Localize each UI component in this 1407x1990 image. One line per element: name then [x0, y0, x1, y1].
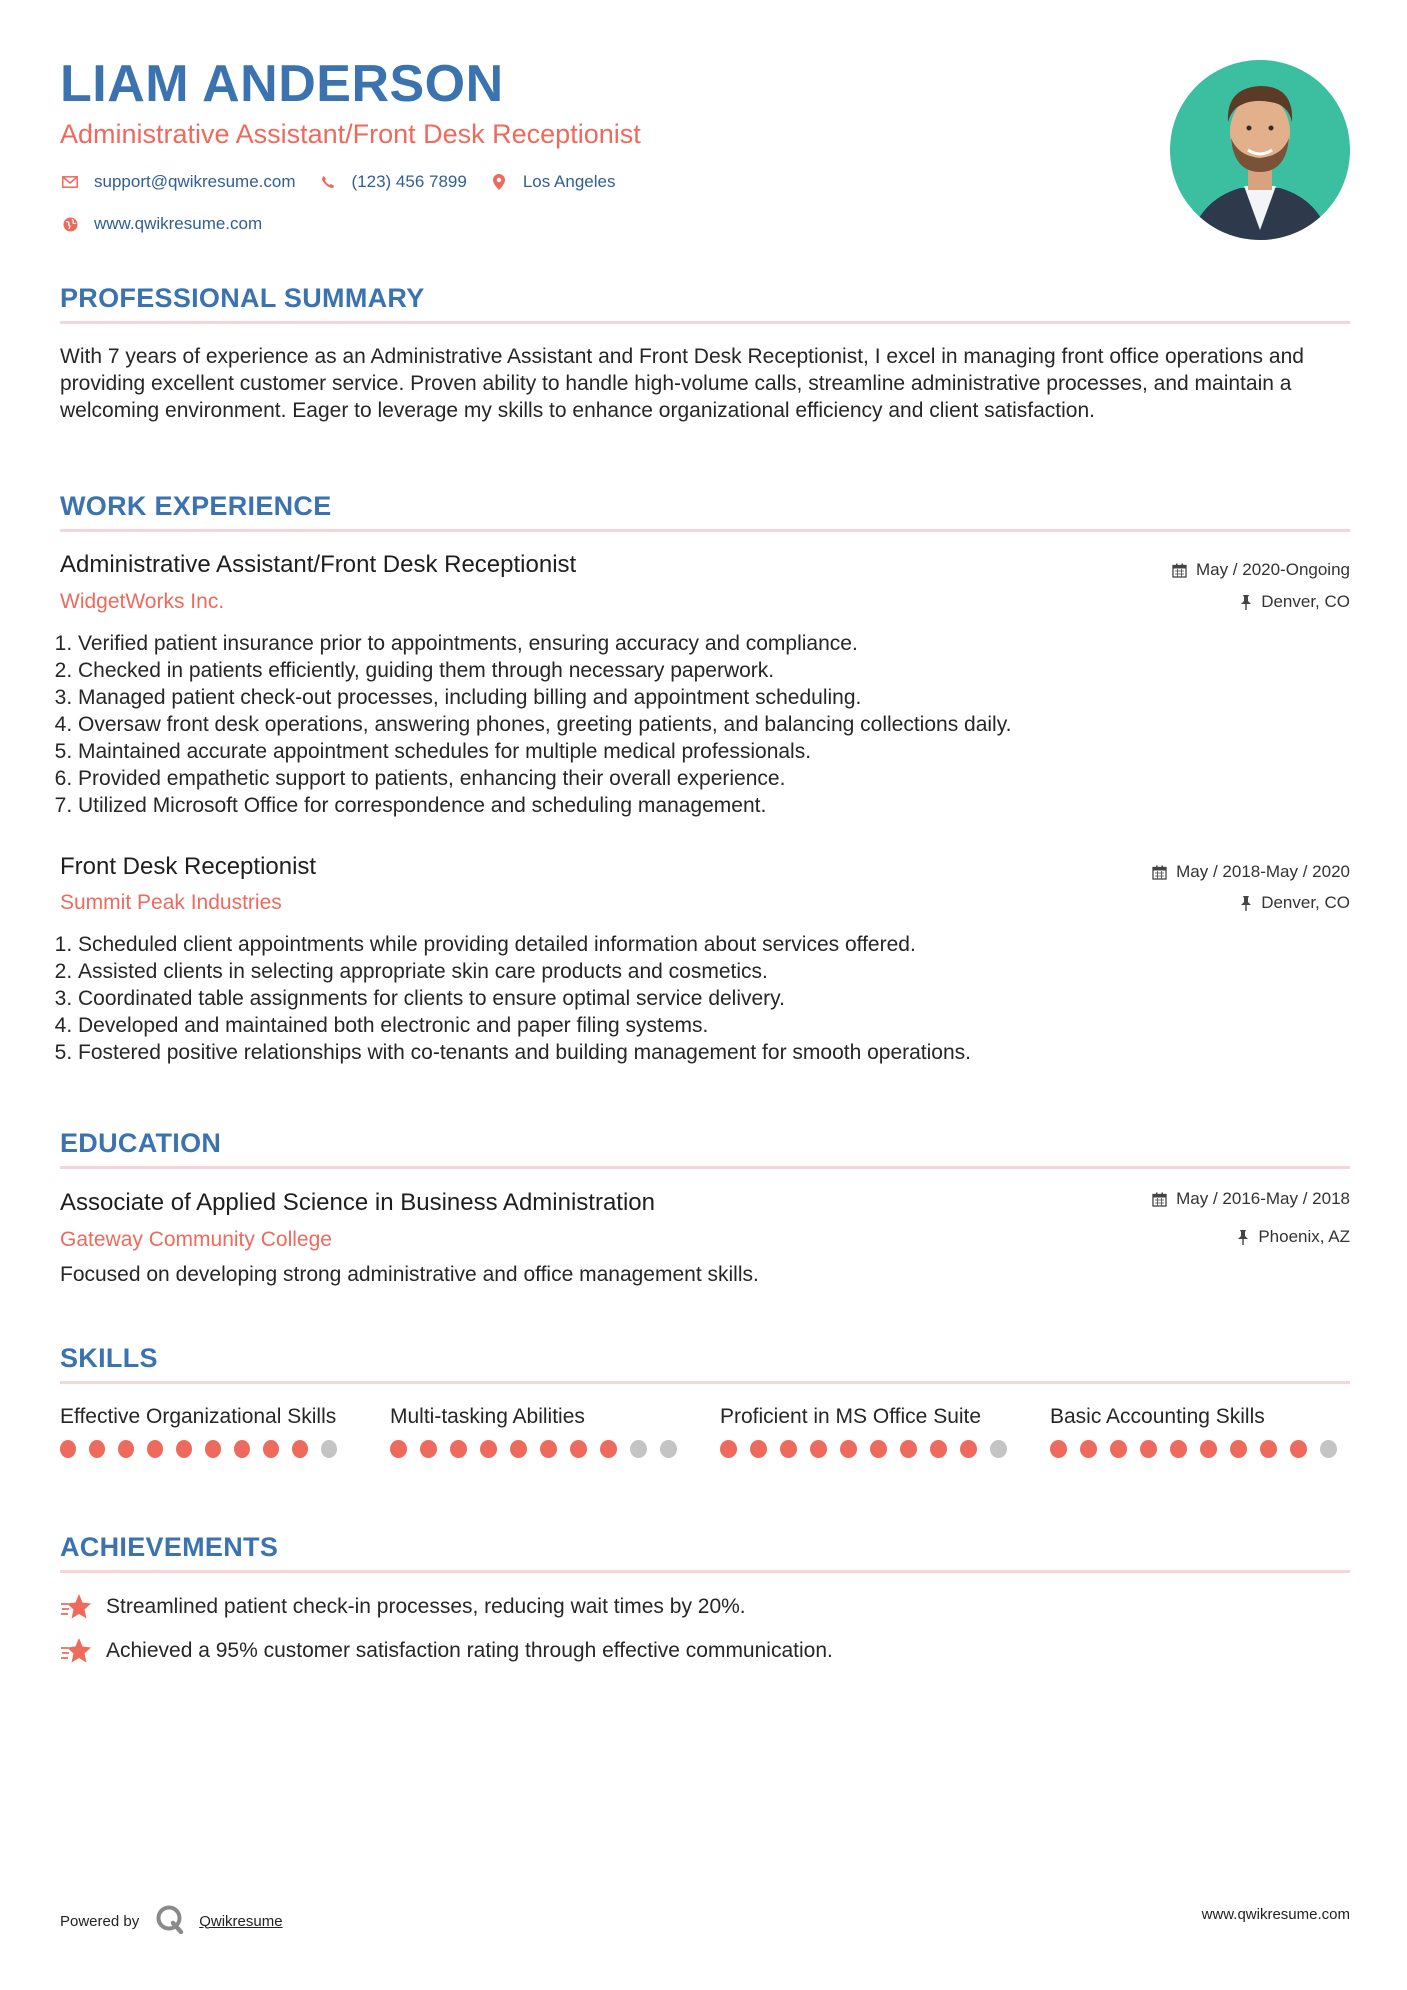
phone-icon: [318, 172, 338, 192]
rating-dot-filled: [960, 1440, 977, 1458]
pushpin-icon: [1240, 594, 1252, 610]
skill-name: Multi-tasking Abilities: [390, 1405, 585, 1428]
rating-dot-filled: [205, 1440, 221, 1458]
rating-dot-empty: [660, 1440, 677, 1458]
achievement-text: Achieved a 95% customer satisfaction rating through effective communication.: [106, 1639, 833, 1662]
duty-item: 3. Coordinated table assignments for clients to ensure optimal service delivery.: [78, 985, 1328, 1012]
rating-dot-filled: [540, 1440, 557, 1458]
rating-dot-filled: [570, 1440, 587, 1458]
pushpin-icon: [1240, 895, 1252, 911]
rating-dot-filled: [420, 1440, 437, 1458]
education-location: [1237, 1227, 1350, 1247]
duty-item: 4. Developed and maintained both electronic and paper filing systems.: [78, 1012, 1328, 1039]
star-icon: [60, 1636, 92, 1666]
brand-link[interactable]: Qwikresume: [199, 1912, 283, 1930]
candidate-name: LIAM ANDERSON: [60, 55, 504, 113]
section-title-achievements: ACHIEVEMENTS: [60, 1532, 279, 1562]
job-dates-text: May / 2020-Ongoing: [1195, 560, 1350, 579]
rating-dot-filled: [600, 1440, 617, 1458]
rating-dot-filled: [1050, 1440, 1067, 1458]
rating-dot-filled: [1080, 1440, 1097, 1458]
rating-dot-filled: [900, 1440, 917, 1458]
rating-dot-filled: [480, 1440, 497, 1458]
resume-page: [60, 0, 1350, 1990]
contact-row-website: [60, 214, 284, 234]
rating-dot-filled: [930, 1440, 947, 1458]
skill-name: Effective Organizational Skills: [60, 1405, 337, 1428]
rating-dot-filled: [780, 1440, 797, 1458]
rating-dot-filled: [234, 1440, 250, 1458]
profile-photo: [1170, 60, 1350, 240]
rating-dot-filled: [1140, 1440, 1157, 1458]
duty-item: 4. Oversaw front desk operations, answering phones, greeting patients, and balancing collections daily.: [78, 711, 1328, 738]
education-location-text: Phoenix, AZ: [1258, 1227, 1350, 1246]
rating-dot-empty: [990, 1440, 1007, 1458]
contact-phone[interactable]: [318, 172, 467, 192]
skill-name: Basic Accounting Skills: [1050, 1405, 1265, 1428]
company-name: Summit Peak Industries: [60, 891, 282, 914]
rating-dot-filled: [89, 1440, 105, 1458]
contact-row: [60, 172, 637, 192]
education-dates: [1152, 1189, 1350, 1209]
section-title-education: EDUCATION: [60, 1128, 222, 1158]
rating-dot-filled: [810, 1440, 827, 1458]
degree-title: Associate of Applied Science in Business Administration: [60, 1189, 655, 1216]
section-title-skills: SKILLS: [60, 1343, 158, 1373]
rating-dot-filled: [840, 1440, 857, 1458]
duty-item: 1. Scheduled client appointments while providing detailed information about services offered.: [78, 931, 1328, 958]
rating-dot-filled: [1200, 1440, 1217, 1458]
section-divider: [60, 529, 1350, 532]
qwikresume-logo-icon: [155, 1904, 185, 1938]
rating-dot-filled: [450, 1440, 467, 1458]
rating-dot-filled: [118, 1440, 134, 1458]
skill-item: [720, 1403, 1020, 1458]
school-name: Gateway Community College: [60, 1228, 332, 1251]
contact-email[interactable]: [60, 172, 296, 192]
pushpin-icon: [1237, 1229, 1249, 1245]
job-title: Front Desk Receptionist: [60, 853, 317, 880]
footer-powered-by: [60, 1904, 283, 1938]
duties-list: [60, 931, 1328, 1066]
duty-item: 6. Provided empathetic support to patients, enhancing their overall experience.: [78, 765, 1328, 792]
contact-location: [489, 172, 616, 192]
job-dates: [1172, 560, 1350, 580]
rating-dot-filled: [176, 1440, 192, 1458]
job-location-text: Denver, CO: [1261, 592, 1350, 611]
job-title: Administrative Assistant/Front Desk Receptionist: [60, 551, 577, 578]
rating-dot-filled: [60, 1440, 76, 1458]
skill-item: [1050, 1403, 1350, 1458]
job-location: [1240, 592, 1350, 612]
rating-dot-filled: [1290, 1440, 1307, 1458]
email-text: support@qwikresume.com: [94, 172, 296, 191]
rating-dot-empty: [321, 1440, 337, 1458]
rating-dot-filled: [870, 1440, 887, 1458]
rating-dot-filled: [1230, 1440, 1247, 1458]
duties-list: [60, 630, 1328, 819]
location-text: Los Angeles: [522, 172, 616, 191]
envelope-icon: [60, 172, 80, 192]
section-divider: [60, 321, 1350, 324]
rating-dot-filled: [263, 1440, 279, 1458]
skill-rating: [390, 1440, 690, 1458]
candidate-title: Administrative Assistant/Front Desk Receptionist: [60, 119, 641, 149]
summary-text: With 7 years of experience as an Administrative Assistant and Front Desk Receptionist, I excel in managing front office operations and providing excellent customer service. Proven ability to handle high-volume calls, streamline administrative processes, and maintain a welcoming environment. Eager to leverage my skills to enhance organizational efficiency and client satisfaction.: [60, 345, 1304, 422]
rating-dot-filled: [1170, 1440, 1187, 1458]
rating-dot-filled: [510, 1440, 527, 1458]
skill-item: [390, 1403, 690, 1458]
section-divider: [60, 1166, 1350, 1169]
job-location-text: Denver, CO: [1261, 893, 1350, 912]
website-text: www.qwikresume.com: [94, 214, 263, 233]
contact-website[interactable]: [60, 214, 262, 234]
duty-item: 3. Managed patient check-out processes, including billing and appointment scheduling.: [78, 684, 1328, 711]
rating-dot-filled: [1260, 1440, 1277, 1458]
duty-item: 5. Fostered positive relationships with co-tenants and building management for smooth operations.: [78, 1039, 1328, 1066]
phone-text: (123) 456 7899: [351, 172, 467, 191]
duty-item: 5. Maintained accurate appointment schedules for multiple medical professionals.: [78, 738, 1328, 765]
skill-item: [60, 1403, 350, 1458]
skill-name: Proficient in MS Office Suite: [720, 1405, 982, 1428]
rating-dot-filled: [292, 1440, 308, 1458]
rating-dot-empty: [1320, 1440, 1337, 1458]
education-dates-text: May / 2016-May / 2018: [1176, 1189, 1350, 1208]
map-pin-icon: [489, 172, 509, 192]
achievement-text: Streamlined patient check-in processes, reducing wait times by 20%.: [106, 1595, 746, 1618]
rating-dot-filled: [147, 1440, 163, 1458]
rating-dot-filled: [390, 1440, 407, 1458]
company-name: WidgetWorks Inc.: [60, 590, 225, 613]
rating-dot-empty: [630, 1440, 647, 1458]
duty-item: 2. Assisted clients in selecting appropriate skin care products and cosmetics.: [78, 958, 1328, 985]
section-title-summary: PROFESSIONAL SUMMARY: [60, 283, 425, 313]
skill-rating: [1050, 1440, 1350, 1458]
rating-dot-filled: [1110, 1440, 1127, 1458]
duty-item: 2. Checked in patients efficiently, guiding them through necessary paperwork.: [78, 657, 1328, 684]
skill-rating: [60, 1440, 350, 1458]
job-dates-text: May / 2018-May / 2020: [1176, 862, 1350, 881]
powered-by-label: Powered by: [60, 1912, 140, 1930]
section-divider: [60, 1570, 1350, 1573]
education-description: Focused on developing strong administrative and office management skills.: [60, 1263, 759, 1286]
calendar-icon: [1172, 563, 1187, 578]
rating-dot-filled: [720, 1440, 737, 1458]
job-location: [1240, 893, 1350, 913]
section-divider: [60, 1381, 1350, 1384]
calendar-icon: [1152, 865, 1167, 880]
rating-dot-filled: [750, 1440, 767, 1458]
section-title-experience: WORK EXPERIENCE: [60, 491, 332, 521]
job-dates: [1152, 862, 1350, 882]
duty-item: 1. Verified patient insurance prior to appointments, ensuring accuracy and compliance.: [78, 630, 1328, 657]
duty-item: 7. Utilized Microsoft Office for correspondence and scheduling management.: [78, 792, 1328, 819]
achievement-item: [60, 1636, 833, 1666]
skill-rating: [720, 1440, 1020, 1458]
globe-icon: [60, 214, 80, 234]
calendar-icon: [1152, 1192, 1167, 1207]
achievement-item: [60, 1592, 746, 1622]
star-icon: [60, 1592, 92, 1622]
footer-website[interactable]: www.qwikresume.com: [1201, 1906, 1350, 1923]
